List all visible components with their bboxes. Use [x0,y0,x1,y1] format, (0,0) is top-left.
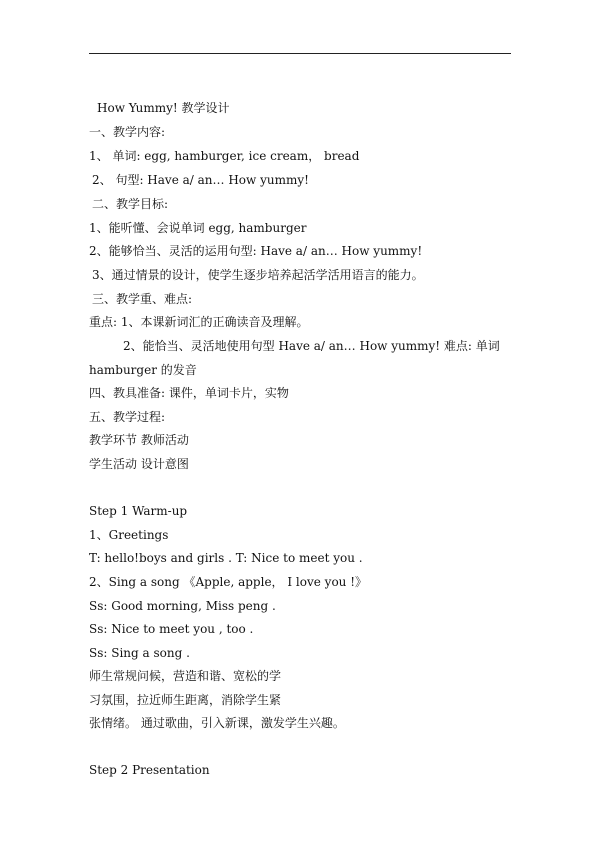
section-heading-process: 五、教学过程: [89,410,166,424]
header-rule [89,53,511,54]
goal-item-2: 2、能够恰当、灵活的运用句型: Have a/ an… How yummy! [89,244,423,258]
design-note-line-1: 师生常规问候，营造和谐、宽松的学 [89,669,282,683]
goal-item-3: 3、通过情景的设计，使学生逐步培养起活学活用语言的能力。 [92,268,424,282]
key-point-1: 重点: 1、本课新词汇的正确读音及理解。 [89,315,309,329]
key-point-2: 2、能恰当、灵活地使用句型 Have a/ an… How yummy! 难点: 单词 [123,339,500,353]
design-note-line-2: 习氛围，拉近师生距离，消除学生紧 [89,693,282,707]
content-item-sentences: 2、 句型: Have a/ an… How yummy! [92,173,309,187]
goal-item-1: 1、能听懂、会说单词 egg, hamburger [89,221,307,235]
step-1-line-students-morning: Ss: Good morning, Miss peng . [89,599,276,613]
section-heading-materials: 四、教具准备: 课件，单词卡片，实物 [89,386,289,400]
process-columns-1: 教学环节 教师活动 [89,433,189,447]
section-heading-key-points: 三、教学重、难点: [92,292,193,306]
step-1-line-students-meet: Ss: Nice to meet you , too . [89,622,254,636]
document-title: How Yummy! 教学设计 [97,101,230,115]
step-1-line-students-sing: Ss: Sing a song . [89,646,190,660]
content-item-words: 1、 单词: egg, hamburger, ice cream， bread [89,149,360,163]
design-note-line-3: 张情绪。 通过歌曲，引入新课，激发学生兴趣。 [89,716,345,730]
step-1-heading: Step 1 Warm-up [89,504,188,518]
step-1-line-song: 2、Sing a song 《Apple, apple， I love you !》 [89,575,368,589]
section-heading-content: 一、教学内容: [89,125,166,139]
key-point-2-continued: hamburger 的发音 [89,363,197,377]
step-2-heading: Step 2 Presentation [89,763,210,777]
step-1-line-greetings: 1、Greetings [89,528,169,542]
process-columns-2: 学生活动 设计意图 [89,457,189,471]
section-heading-goals: 二、教学目标: [92,197,169,211]
step-1-line-teacher-greeting: T: hello!boys and girls . T: Nice to meet you . [89,551,363,565]
